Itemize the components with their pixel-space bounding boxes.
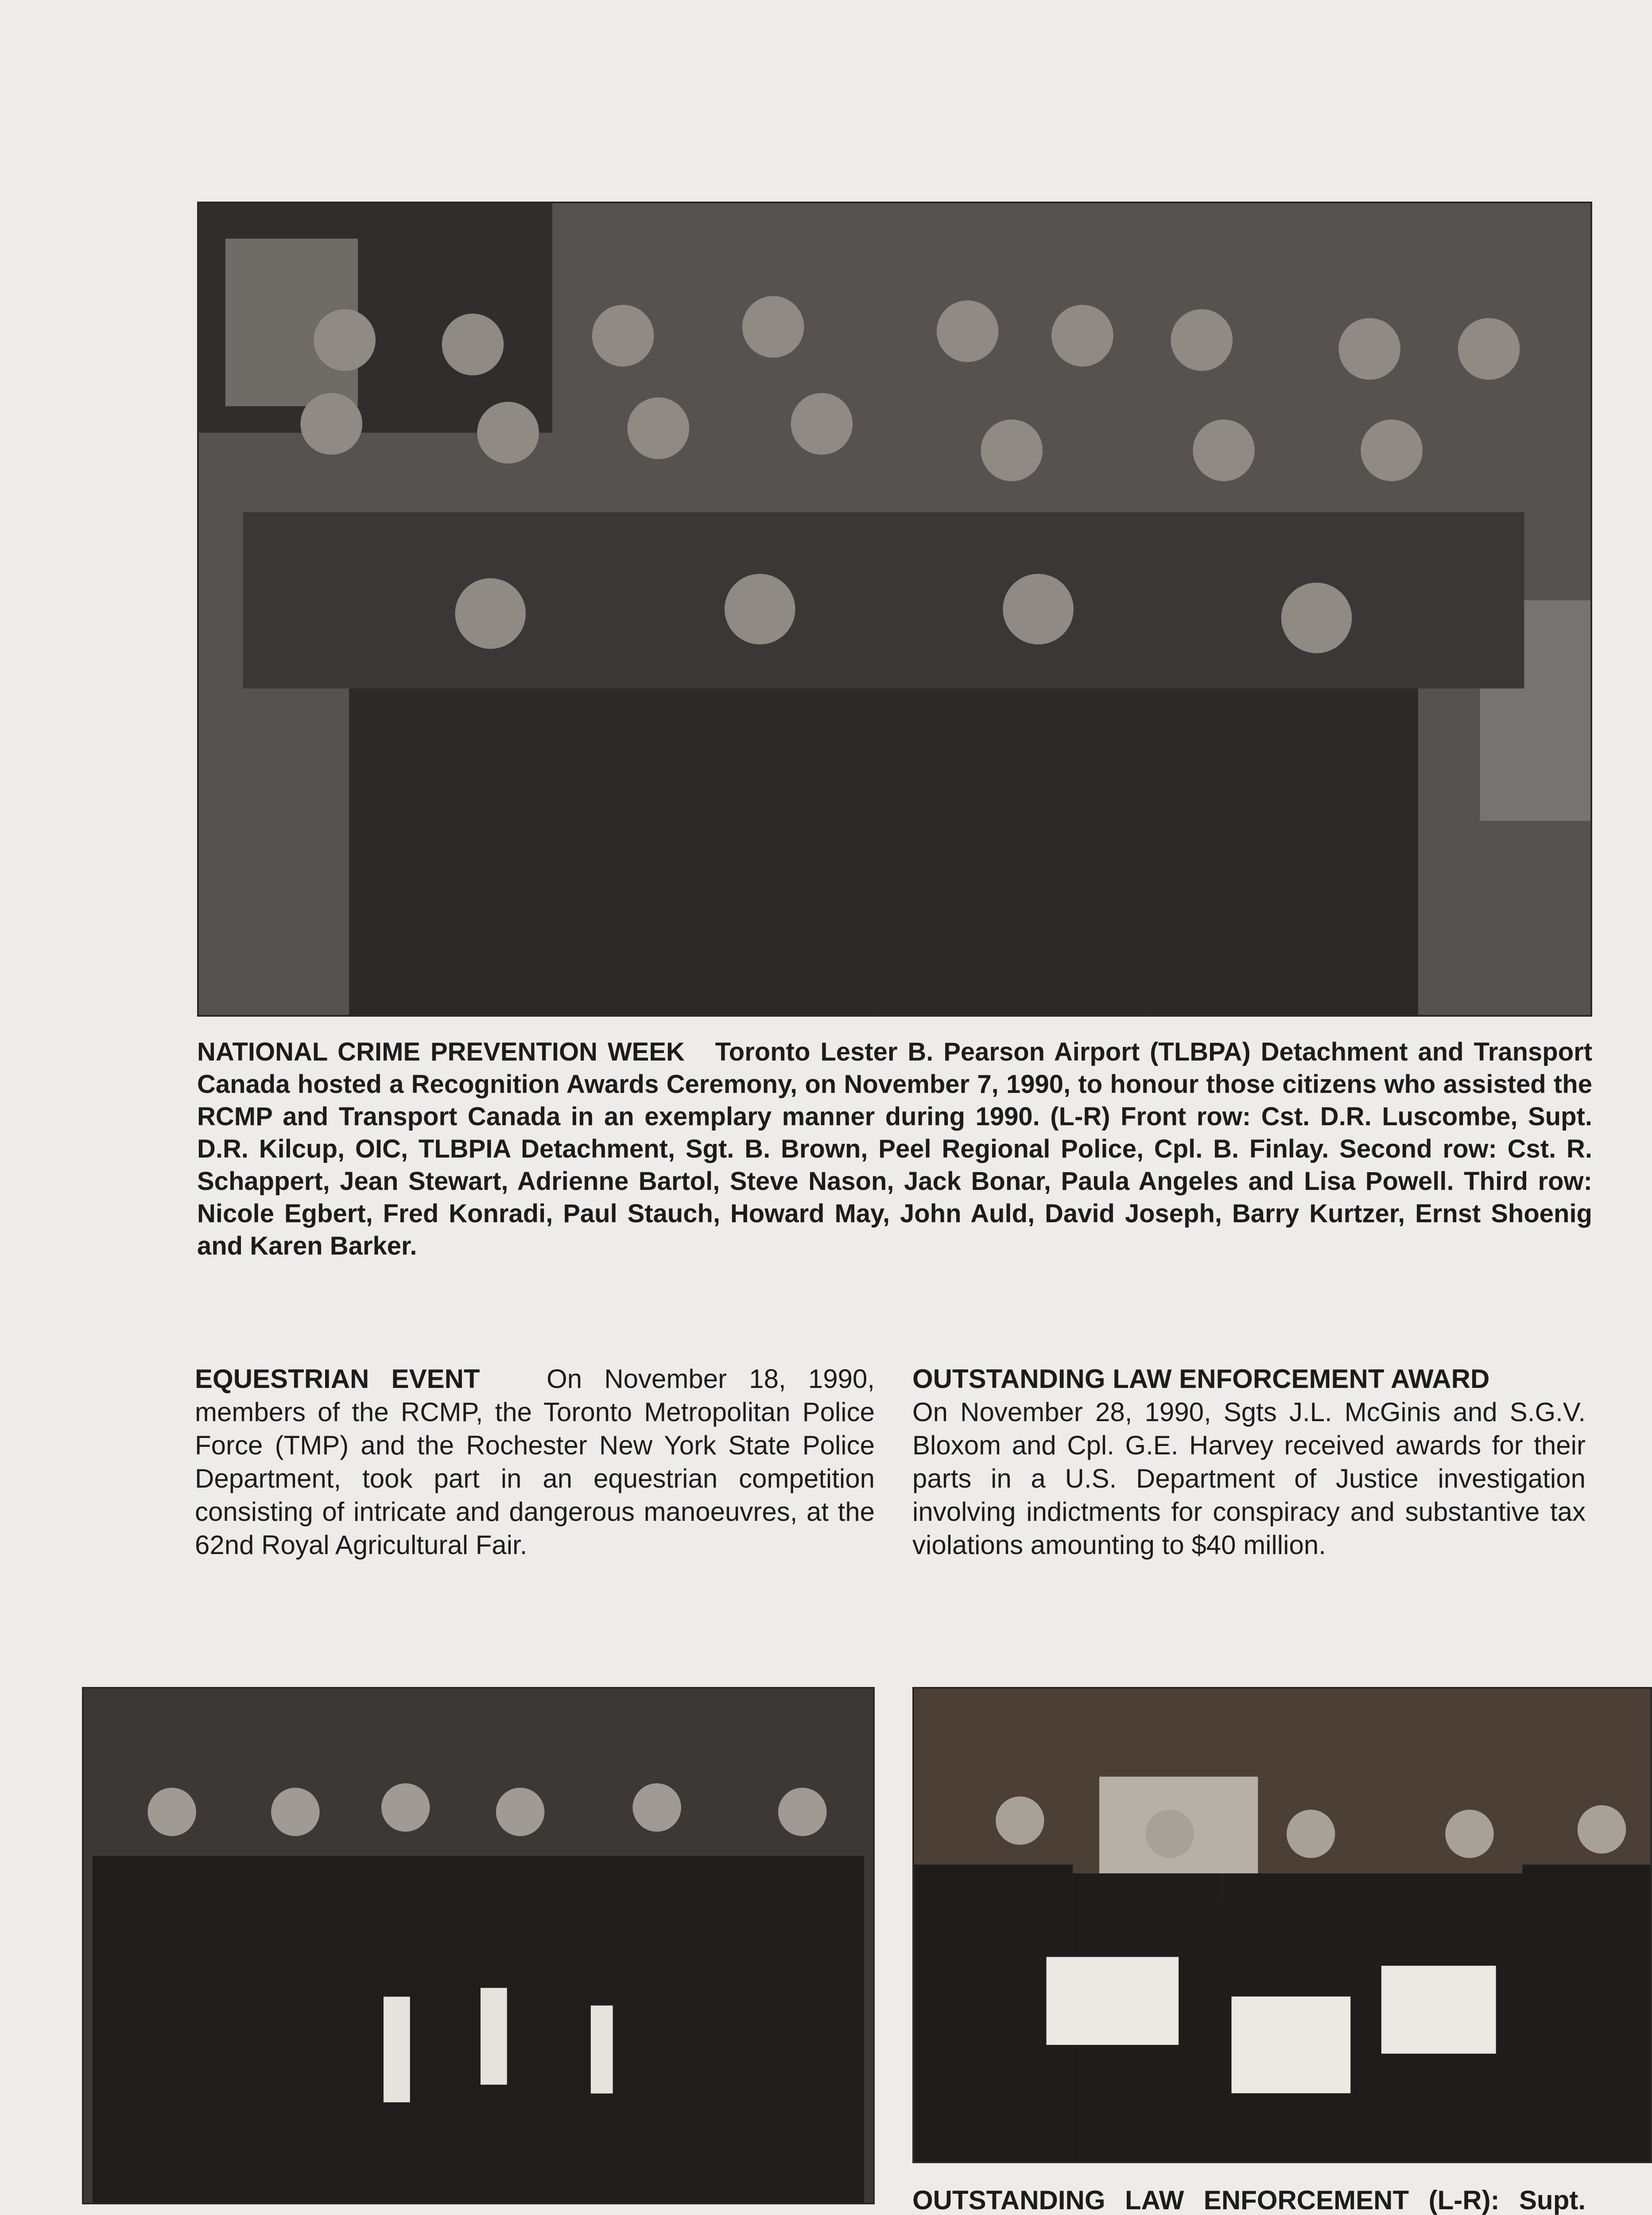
article-equestrian-event <box>195 1362 875 1562</box>
caption-text: (L-R): Supt. <box>1428 2185 1586 2215</box>
photo-recognition-awards <box>197 202 1592 1017</box>
article-heading: EQUESTRIAN EVENT <box>195 1364 480 1394</box>
photo-equestrians-image <box>84 1689 873 2203</box>
article-text: On November 28, 1990, Sgts J.L. McGinis and S.G.V. Bloxom and Cpl. G.E. Harvey received awards for their parts in a U.S. Department of Justice investigation involving indictments for conspiracy and substantive tax violations amounting to $40 million. <box>912 1397 1586 1560</box>
article-heading: OUTSTANDING LAW ENFORCEMENT AWARD <box>912 1364 1490 1394</box>
photo-law-enforcement-award <box>912 1687 1652 2163</box>
article-text: On November 18, 1990, members of the RCMP, the Toronto Metropolitan Police Force (TMP) and the Rochester New York State Police Department, took part in an equestrian competition consisting of intricate and dangerous manoeuvres, at the 62nd Royal Agricultural Fair. <box>195 1364 875 1560</box>
caption-heading: NATIONAL CRIME PREVENTION WEEK <box>197 1038 685 1066</box>
caption-heading: OUTSTANDING LAW ENFORCEMENT <box>912 2185 1409 2215</box>
photo-law-enforcement-award-image <box>914 1689 1650 2161</box>
photo-recognition-awards-image <box>199 203 1590 1015</box>
caption-text: Toronto Lester B. Pearson Airport (TLBPA) Detachment and Transport Canada hosted a Recognition Awards Ceremony, on November 7, 1990, to honour those citizens who assisted the RCMP and Transport Canada in an exemplary manner during 1990. (L-R) Front row: Cst. D.R. Luscombe, Supt. D.R. Kilcup, OIC, TLBPIA Detachment, Sgt. B. Brown, Peel Regional Police, Cpl. B. Finlay. Second row: Cst. R. Schappert, Jean Stewart, Adrienne Bartol, Steve Nason, Jack Bonar, Paula Angeles and Lisa Powell. Third row: Nicole Egbert, Fred Konradi, Paul Stauch, Howard May, John Auld, David Joseph, Barry Kurtzer, Ernst Shoenig and Karen Barker. <box>197 1038 1593 1260</box>
caption-recognition-awards <box>197 1036 1592 1262</box>
caption-law-enforcement <box>912 2184 1586 2215</box>
article-law-enforcement-award <box>912 1362 1586 1562</box>
photo-equestrians <box>82 1687 875 2204</box>
